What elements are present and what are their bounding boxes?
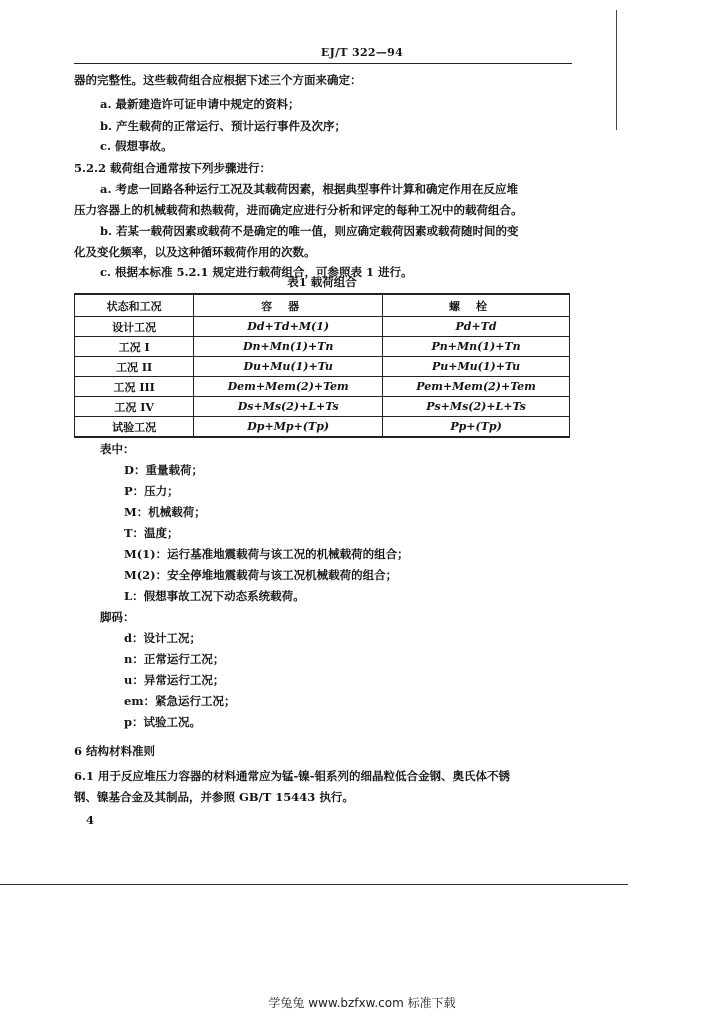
standard-code-header: EJ/T 322—94	[320, 46, 404, 59]
list-item-b: b. 产生载荷的正常运行、预计运行事件及次序；	[100, 119, 347, 133]
step-b-line1: b. 若某一载荷因素或载荷不是确定的唯一值，则应确定载荷因素或载荷随时间的变	[100, 224, 519, 238]
clause-6-1-line2: 钢、镍基合金及其制品，并参照 GB/T 15443 执行。	[74, 790, 354, 804]
table-cell-bolt: Pp+(Tp)	[383, 417, 570, 438]
header-rule	[74, 63, 572, 64]
note-item: P：压力；	[124, 484, 179, 498]
note-item: L：假想事故工况下动态系统载荷。	[124, 589, 305, 603]
step-c: c. 根据本标准 5.2.1 规定进行载荷组合，可参照表 1 进行。	[100, 265, 413, 279]
subscript-item: n：正常运行工况；	[124, 652, 225, 666]
table-cell-condition: 工况 II	[75, 357, 194, 377]
table-header-vessel: 容器	[194, 294, 383, 317]
table-row	[75, 357, 570, 377]
table-header-row	[75, 294, 570, 317]
step-b-line2: 化及变化频率，以及这种循环载荷作用的次数。	[74, 245, 316, 259]
table-row	[75, 397, 570, 417]
table-row	[75, 417, 570, 438]
subscript-item: d：设计工况；	[124, 631, 202, 645]
step-a-line2: 压力容器上的机械载荷和热载荷，进而确定应进行分析和评定的每种工况中的载荷组合。	[74, 203, 523, 217]
table-row	[75, 317, 570, 337]
table-header-bolt: 螺栓	[383, 294, 570, 317]
site-watermark-footer: 学兔兔 www.bzfxw.com 标准下载	[268, 996, 456, 1010]
note-item: D：重量载荷；	[124, 463, 203, 477]
clause-6-1-line1: 6.1 用于反应堆压力容器的材料通常应为锰-镍-钼系列的细晶粒低合金钢、奥氏体不锈	[74, 769, 511, 783]
table-cell-bolt: Pu+Mu(1)+Tu	[383, 357, 570, 377]
subscripts-title: 脚码：	[100, 610, 135, 624]
scan-edge-line	[616, 10, 617, 130]
table-header-condition: 状态和工况	[75, 294, 194, 317]
table-cell-condition: 设计工况	[75, 317, 194, 337]
notes-title: 表中：	[100, 442, 135, 456]
table-cell-bolt: Pn+Mn(1)+Tn	[383, 337, 570, 357]
page-number: 4	[86, 813, 95, 827]
table-row	[75, 377, 570, 397]
table-cell-bolt: Ps+Ms(2)+L+Ts	[383, 397, 570, 417]
note-item: M：机械载荷；	[124, 505, 206, 519]
list-item-c: c. 假想事故。	[100, 139, 173, 153]
table-cell-condition: 试验工况	[75, 417, 194, 438]
table-cell-bolt: Pd+Td	[383, 317, 570, 337]
clause-5-2-2: 5.2.2 载荷组合通常按下列步骤进行：	[74, 161, 272, 175]
subscript-item: em：紧急运行工况；	[124, 694, 236, 708]
table-caption: 表1 载荷组合	[287, 275, 357, 289]
table-cell-condition: 工况 IV	[75, 397, 194, 417]
table-row	[75, 337, 570, 357]
subscript-item: u：异常运行工况；	[124, 673, 225, 687]
note-item: T：温度；	[124, 526, 179, 540]
subscript-item: p：试验工况。	[124, 715, 202, 729]
load-combination-table	[74, 293, 570, 438]
table-cell-vessel: Dn+Mn(1)+Tn	[194, 337, 383, 357]
table-cell-condition: 工况 III	[75, 377, 194, 397]
note-item: M(2)：安全停堆地震载荷与该工况机械载荷的组合；	[124, 568, 398, 582]
table-cell-vessel: Du+Mu(1)+Tu	[194, 357, 383, 377]
section-6-heading: 6 结构材料准则	[74, 744, 156, 758]
step-a-line1: a. 考虑一回路各种运行工况及其载荷因素，根据典型事件计算和确定作用在反应堆	[100, 182, 518, 196]
paragraph-intro: 器的完整性。这些载荷组合应根据下述三个方面来确定：	[74, 73, 362, 87]
note-item: M(1)：运行基准地震载荷与该工况的机械载荷的组合；	[124, 547, 409, 561]
table-cell-vessel: Ds+Ms(2)+L+Ts	[194, 397, 383, 417]
page-bottom-rule	[0, 884, 628, 885]
table-cell-bolt: Pem+Mem(2)+Tem	[383, 377, 570, 397]
table-cell-vessel: Dd+Td+M(1)	[194, 317, 383, 337]
table-cell-vessel: Dp+Mp+(Tp)	[194, 417, 383, 438]
list-item-a: a. 最新建造许可证申请中规定的资料；	[100, 97, 300, 111]
table-cell-condition: 工况 I	[75, 337, 194, 357]
table-cell-vessel: Dem+Mem(2)+Tem	[194, 377, 383, 397]
